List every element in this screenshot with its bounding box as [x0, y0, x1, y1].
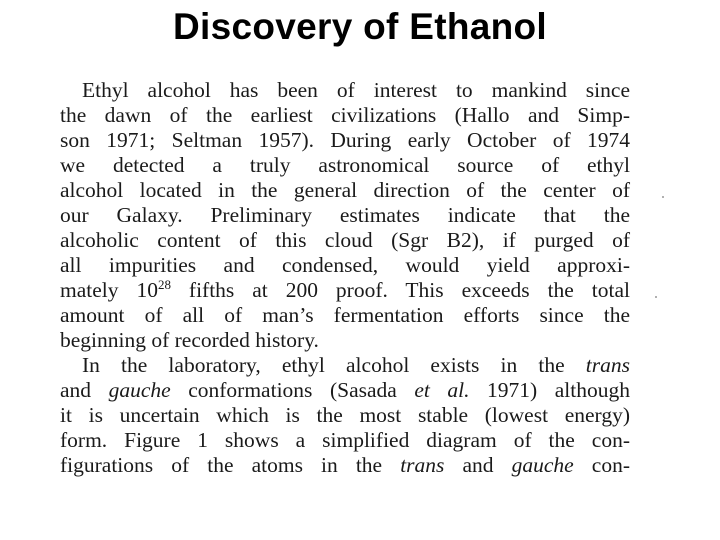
- text-line: our Galaxy. Preliminary estimates indicate that the: [60, 203, 630, 227]
- text-line: alcohol located in the general direction of the center of: [60, 178, 630, 202]
- text-line: figurations of the atoms in the trans and gauche con-: [60, 453, 631, 477]
- cut-off-line-fragment: [60, 478, 630, 490]
- text-line: Ethyl alcohol has been of interest to mankind since: [82, 78, 630, 102]
- text-line: mately $10^{28}$ fifths at 200 proof. This exceeds the total: [60, 276, 630, 302]
- text-line: In the laboratory, ethyl alcohol exists in the trans: [82, 353, 630, 377]
- text-line: it is uncertain which is the most stable (lowest energy): [60, 403, 630, 427]
- scanned-text-excerpt: [60, 78, 638, 498]
- scan-speck: [662, 196, 664, 198]
- text-line: form. Figure 1 shows a simplified diagram of the con-: [60, 428, 630, 452]
- exponent: 28: [157, 276, 171, 292]
- text-line: all impurities and condensed, would yield approxi-: [60, 253, 630, 277]
- scan-speck: [655, 296, 657, 298]
- text-line: we detected a truly astronomical source of ethyl: [60, 153, 630, 177]
- text-line: beginning of recorded history.: [60, 328, 319, 352]
- slide-title: Discovery of Ethanol: [172, 6, 548, 47]
- text-line: the dawn of the earliest civilizations (Hallo and Simp-: [60, 103, 630, 127]
- text-line: and gauche conformations (Sasada et al. 1971) although: [60, 378, 630, 402]
- text-line: son 1971; Seltman 1957). During early October of 1974: [60, 128, 630, 152]
- text-line: alcoholic content of this cloud (Sgr B2), if purged of: [60, 228, 630, 252]
- text-line: amount of all of man’s fermentation efforts since the: [60, 303, 630, 327]
